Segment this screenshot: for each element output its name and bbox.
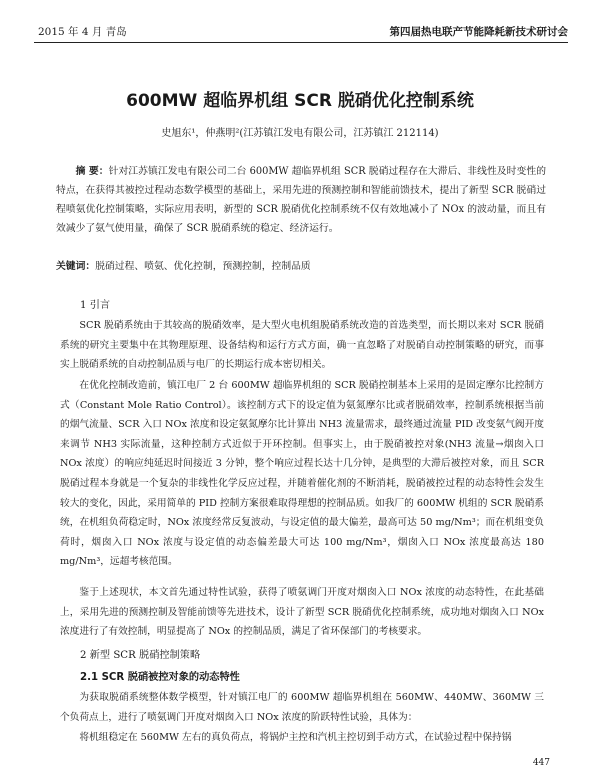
keywords-label: 关键词： (56, 261, 96, 272)
page-number: 447 (532, 758, 550, 768)
abstract-text: 针对江苏镇江发电有限公司二台 600MW 超临界机组 SCR 脱硝过程存在大滞后、非线性及时变性的特点，在获得其被控过程动态数学模型的基础上，采用先进的预测控制和智能前馈技术，提出了新型 SCR 脱硝过程喷氨优化控制策略，实际应用表明，新型的 SCR 脱硝优化控制系统不仅有效地减小了 NOx 的波动量，而且有效减少了氨气使用量，确保了 SCR 脱硝系统的稳定、经济运行。 (56, 166, 546, 234)
section-1-paragraph-2: 在优化控制改造前，镇江电厂 2 台 600MW 超临界机组的 SCR 脱硝控制基本上采用的是固定摩尔比控制方式（Constant Mole Ratio Control）。该控制方式下的设定值为氨氮摩尔比或者脱硝效率，控制系统根据当前的烟气流量、SCR 入口 NOx 浓度和设定氨氮摩尔比计算出 NH3 流量需求，最终通过流量 PID 改变氨气阀开度来调节 NH3 实际流量，这种控制方式近似于开环控制。但事实上，由于脱硝被控对象(NH3 流量→烟囱入口 NOx 浓度）的响应纯延迟时间接近 3 分钟，整个响应过程长达十几分钟，是典型的大滞后被控对象，而且 SCR 脱硝过程本身就是一个复杂的非线性化学反应过程，并随着催化剂的不断消耗，脱硝被控过程的动态特性会发生较大的变化，因此，采用简单的 PID 控制方案很难取得理想的控制品质。如我厂的 600MW 机组的 SCR 脱硝系统，在机组负荷稳定时，NOx 浓度经常反复波动，与设定值的最大偏差，最高可达 50 mg/Nm³；而在机组变负荷时，烟囱入口 NOx 浓度与设定值的动态偏差最大可达 100 mg/Nm³，烟囱入口 NOx 浓度最高达 180 mg/Nm³，远超考核范围。 (60, 380, 544, 568)
keywords (56, 257, 546, 276)
section-1-heading: 1 引言 (80, 300, 111, 311)
header-conference-name: 第四届热电联产节能降耗新技术研讨会 (389, 26, 568, 38)
paper-authors: 史旭东¹，仲燕明²(江苏镇江发电有限公司，江苏镇江 212114) (161, 128, 439, 139)
abstract (56, 162, 546, 238)
section-1-paragraph-1: SCR 脱硝系统由于其较高的脱硝效率，是大型火电机组脱硝系统改造的首选类型，而长期以来对 SCR 脱硝系统的研究主要集中在其物理原理、设备结构和运行方式方面，确一直忽略了对脱硝自动控制策略的研究，而事实上脱硝系统的自动控制品质与电厂的长期运行成本密切相关。 (60, 320, 544, 371)
section-1-paragraph-3: 鉴于上述现状，本文首先通过特性试验，获得了喷氨调门开度对烟囱入口 NOx 浓度的动态特性，在此基础上，采用先进的预测控制及智能前馈等先进技术，设计了新型 SCR 脱硝优化控制系统，成功地对烟囱入口 NOx 浓度进行了有效控制，明显提高了 NOx 的控制品质，满足了省环保部门的考核要求。 (60, 587, 544, 638)
section-2-paragraph-2: 将机组稳定在 560MW 左右的真负荷点，将锅炉主控和汽机主控切到手动方式，在试验过程中保持锅 (79, 732, 512, 743)
section-2-paragraph-1: 为获取脱硝系统整体数学模型，针对镇江电厂的 600MW 超临界机组在 560MW、440MW、360MW 三个负荷点上，进行了喷氨调门开度对烟囱入口 NOx 浓度的阶跃特性试验，具体为： (60, 692, 544, 723)
keywords-text: 脱硝过程、喷氨、优化控制，预测控制，控制品质 (95, 261, 311, 272)
paper-title: 600MW 超临界机组 SCR 脱硝优化控制系统 (126, 91, 474, 111)
section-2-1-heading: 2.1 SCR 脱硝被控对象的动态特性 (80, 672, 240, 683)
running-header (34, 22, 568, 42)
header-date-location: 2015 年 4 月 青岛 (38, 26, 127, 38)
abstract-label: 摘 要： (75, 166, 109, 177)
header-divider (34, 42, 568, 43)
section-2-heading: 2 新型 SCR 脱硝控制策略 (80, 650, 201, 661)
